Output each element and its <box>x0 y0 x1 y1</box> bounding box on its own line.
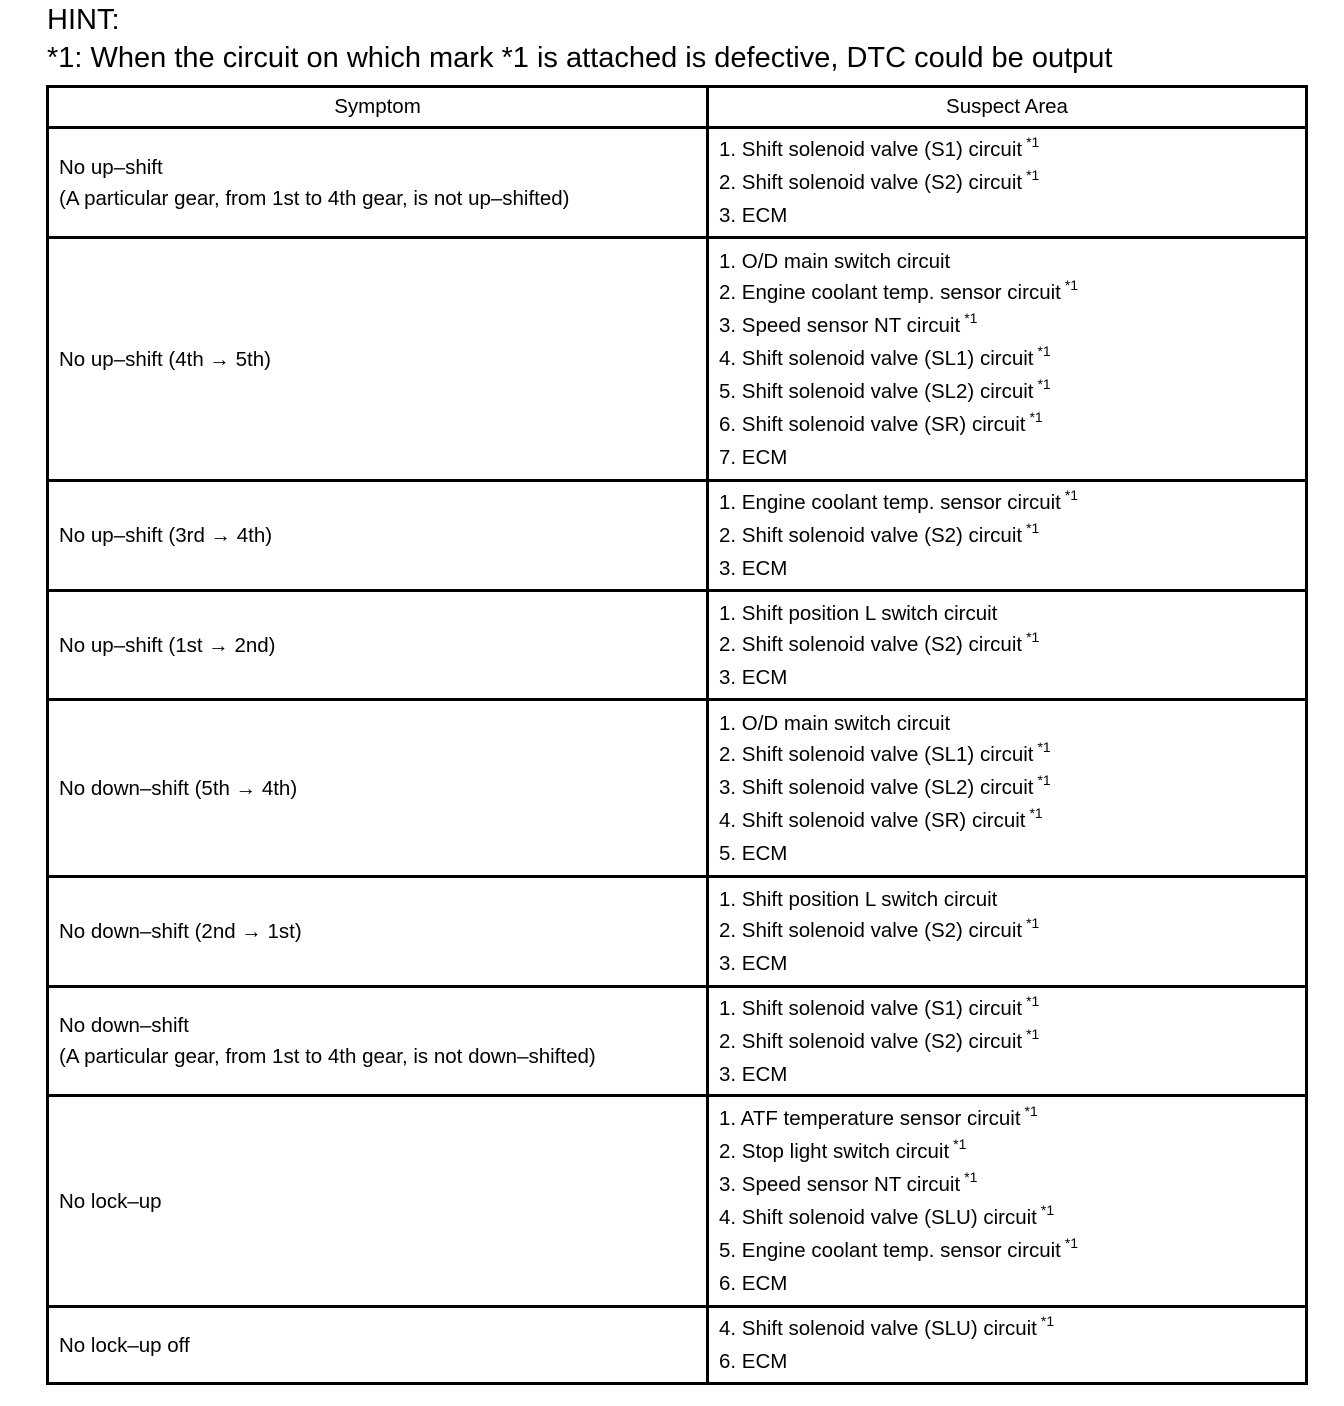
suspect-item <box>719 1268 1295 1299</box>
suspect-item-text: 1. O/D main switch circuit <box>719 711 951 735</box>
symptom-text: (A particular gear, from 1st to 4th gear, is not up–shifted) <box>59 186 570 210</box>
suspect-item-text: 1. Shift position L switch circuit <box>719 601 998 625</box>
suspect-item-text: 2. Engine coolant temp. sensor circuit <box>719 280 1061 304</box>
symptom-cell <box>48 128 708 238</box>
dtc-mark: *1 <box>1026 134 1040 150</box>
suspect-item-text: 3. ECM <box>719 952 788 975</box>
symptom-text: No up–shift (4th → 5th) <box>59 347 271 371</box>
suspect-item <box>719 884 1295 915</box>
suspect-item-text: 4. Shift solenoid valve (SLU) circuit <box>719 1317 1037 1340</box>
suspect-item <box>719 629 1295 662</box>
table-row <box>48 877 1307 987</box>
symptom-text: No up–shift <box>59 155 163 179</box>
suspect-item <box>719 915 1295 948</box>
dtc-mark: *1 <box>1026 167 1040 183</box>
dtc-mark: *1 <box>953 1136 967 1152</box>
suspect-item <box>719 167 1295 200</box>
suspect-area-cell <box>708 128 1307 238</box>
suspect-item-text: 2. Shift solenoid valve (S2) circuit <box>719 632 1023 656</box>
symptom-cell <box>48 481 708 591</box>
suspect-item-text: 3. Shift solenoid valve (SL2) circuit <box>719 775 1034 799</box>
suspect-item-text: 6. Shift solenoid valve (SR) circuit <box>719 412 1026 436</box>
table-header-row <box>48 87 1307 128</box>
suspect-item-text: 5. Engine coolant temp. sensor circuit <box>719 1239 1061 1262</box>
suspect-item-text: 7. ECM <box>719 445 788 469</box>
dtc-mark: *1 <box>1026 628 1040 645</box>
dtc-mark: *1 <box>1064 1235 1079 1251</box>
suspect-item <box>719 1235 1295 1268</box>
table-row <box>48 591 1307 700</box>
suspect-item <box>719 200 1295 231</box>
suspect-item <box>719 1136 1295 1169</box>
suspect-item <box>719 246 1295 277</box>
table-row <box>48 481 1307 591</box>
suspect-item-text: 2. Shift solenoid valve (S2) circuit <box>719 171 1023 194</box>
dtc-mark: *1 <box>1040 1313 1055 1329</box>
dtc-mark: *1 <box>1026 992 1040 1009</box>
suspect-item-text: 5. Shift solenoid valve (SL2) circuit <box>719 379 1034 403</box>
suspect-item <box>719 993 1295 1026</box>
suspect-area-cell <box>708 987 1307 1096</box>
suspect-item-text: 3. ECM <box>719 204 788 227</box>
suspect-item-text: 1. Shift position L switch circuit <box>719 888 998 911</box>
symptom-text: No down–shift (2nd → 1st) <box>59 920 302 943</box>
suspect-item-text: 2. Stop light switch circuit <box>719 1140 950 1163</box>
suspect-area-cell <box>708 481 1307 591</box>
suspect-item <box>719 708 1295 739</box>
suspect-item-text: 1. O/D main switch circuit <box>719 249 951 273</box>
suspect-item-text: 1. Engine coolant temp. sensor circuit <box>719 491 1061 514</box>
dtc-mark: *1 <box>1029 804 1043 821</box>
suspect-item <box>719 277 1295 310</box>
symptom-cell <box>48 1307 708 1384</box>
suspect-area-cell <box>708 238 1307 481</box>
suspect-area-cell <box>708 591 1307 700</box>
dtc-mark: *1 <box>1037 738 1051 755</box>
dtc-mark: *1 <box>1026 915 1040 931</box>
symptom-text: No up–shift (1st → 2nd) <box>59 633 276 657</box>
suspect-area-cell <box>708 1307 1307 1384</box>
suspect-item-text: 2. Shift solenoid valve (SL1) circuit <box>719 742 1034 766</box>
symptom-cell <box>48 591 708 700</box>
suspect-item <box>719 838 1295 869</box>
symptom-cell <box>48 987 708 1096</box>
dtc-mark: *1 <box>964 1169 978 1185</box>
table-row <box>48 1096 1307 1307</box>
suspect-item <box>719 343 1295 376</box>
suspect-item-text: 1. Shift solenoid valve (S1) circuit <box>719 138 1023 161</box>
suspect-item <box>719 1202 1295 1235</box>
symptom-text: (A particular gear, from 1st to 4th gear, is not down–shifted) <box>59 1045 596 1068</box>
suspect-item <box>719 442 1295 473</box>
suspect-item <box>719 805 1295 838</box>
suspect-item-text: 4. Shift solenoid valve (SL1) circuit <box>719 346 1034 370</box>
symptom-cell <box>48 1096 708 1307</box>
dtc-mark: *1 <box>1037 342 1051 359</box>
symptom-text: No lock–up <box>59 1189 162 1213</box>
suspect-item <box>719 376 1295 409</box>
suspect-item <box>719 134 1295 167</box>
suspect-item-text: 2. Shift solenoid valve (S2) circuit <box>719 1029 1023 1053</box>
hint-heading: HINT: <box>47 4 120 36</box>
suspect-item <box>719 310 1295 343</box>
table-row <box>48 700 1307 877</box>
suspect-item <box>719 598 1295 629</box>
dtc-mark: *1 <box>1024 1103 1038 1119</box>
suspect-item-text: 3. ECM <box>719 1062 788 1086</box>
suspect-item <box>719 739 1295 772</box>
symptom-header: Symptom <box>48 87 708 128</box>
suspect-item <box>719 520 1295 553</box>
suspect-item-text: 5. ECM <box>719 841 788 865</box>
suspect-item-text: 3. Speed sensor NT circuit <box>719 313 961 337</box>
suspect-item <box>719 409 1295 442</box>
symptom-cell <box>48 238 708 481</box>
suspect-item-text: 4. Shift solenoid valve (SLU) circuit <box>719 1206 1037 1229</box>
suspect-item <box>719 553 1295 584</box>
suspect-item <box>719 1059 1295 1090</box>
suspect-item-text: 6. ECM <box>719 1272 788 1295</box>
suspect-area-header: Suspect Area <box>708 87 1307 128</box>
table-body <box>48 128 1307 1384</box>
hint-note: *1: When the circuit on which mark *1 is attached is defective, DTC could be output <box>47 42 1113 74</box>
suspect-item <box>719 1313 1295 1346</box>
dtc-mark: *1 <box>1026 1025 1040 1042</box>
symptom-cell <box>48 700 708 877</box>
suspect-area-cell <box>708 1096 1307 1307</box>
suspect-item-text: 6. ECM <box>719 1350 788 1373</box>
suspect-item <box>719 487 1295 520</box>
dtc-mark: *1 <box>964 309 978 326</box>
suspect-item-text: 1. ATF temperature sensor circuit <box>719 1107 1021 1130</box>
symptom-text: No down–shift <box>59 1014 189 1037</box>
suspect-item-text: 2. Shift solenoid valve (S2) circuit <box>719 919 1023 942</box>
dtc-mark: *1 <box>1037 771 1051 788</box>
suspect-item <box>719 1346 1295 1377</box>
suspect-item-text: 4. Shift solenoid valve (SR) circuit <box>719 808 1026 832</box>
table-row <box>48 1307 1307 1384</box>
dtc-mark: *1 <box>1037 375 1051 392</box>
symptom-table <box>46 85 1308 1385</box>
symptom-text: No up–shift (3rd → 4th) <box>59 524 273 547</box>
dtc-mark: *1 <box>1064 276 1079 293</box>
table-row <box>48 238 1307 481</box>
suspect-item <box>719 1103 1295 1136</box>
table-row <box>48 128 1307 238</box>
table-row <box>48 987 1307 1096</box>
suspect-item <box>719 772 1295 805</box>
suspect-item-text: 3. ECM <box>719 557 788 580</box>
symptom-text: No down–shift (5th → 4th) <box>59 776 298 800</box>
suspect-item <box>719 1026 1295 1059</box>
suspect-item-text: 3. Speed sensor NT circuit <box>719 1173 961 1196</box>
suspect-area-cell <box>708 700 1307 877</box>
suspect-item <box>719 662 1295 693</box>
suspect-item <box>719 1169 1295 1202</box>
suspect-item-text: 1. Shift solenoid valve (S1) circuit <box>719 996 1023 1020</box>
suspect-item-text: 2. Shift solenoid valve (S2) circuit <box>719 524 1023 547</box>
symptom-cell <box>48 877 708 987</box>
symptom-text: No lock–up off <box>59 1333 190 1357</box>
suspect-area-cell <box>708 877 1307 987</box>
dtc-mark: *1 <box>1029 408 1043 425</box>
dtc-mark: *1 <box>1040 1202 1055 1218</box>
suspect-item-text: 3. ECM <box>719 665 788 689</box>
dtc-mark: *1 <box>1026 520 1040 536</box>
dtc-mark: *1 <box>1064 487 1079 503</box>
suspect-item <box>719 948 1295 979</box>
